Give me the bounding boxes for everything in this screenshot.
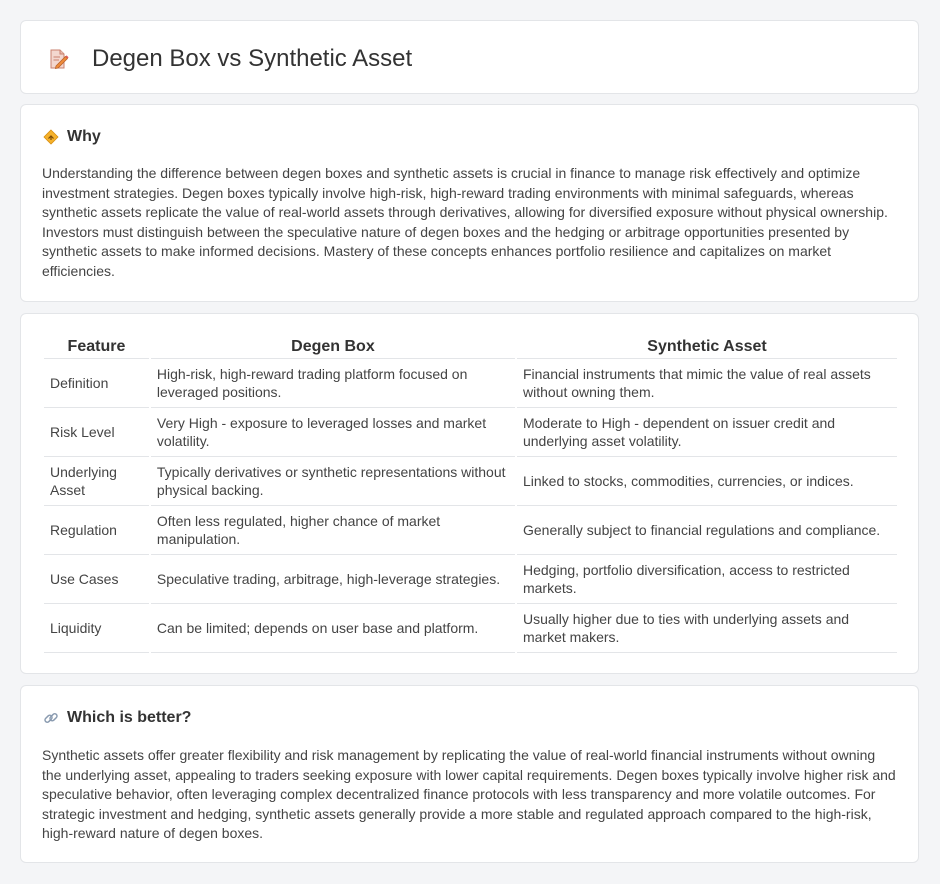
title-card bbox=[20, 20, 919, 94]
why-heading bbox=[43, 126, 101, 148]
header-synthetic-asset: Synthetic Asset bbox=[517, 336, 897, 359]
table-row bbox=[44, 506, 897, 555]
degen-box-cell: Very High - exposure to leveraged losses and market volatility. bbox=[151, 408, 515, 457]
table-row bbox=[44, 457, 897, 506]
synthetic-asset-cell: Moderate to High - dependent on issuer credit and underlying asset volatility. bbox=[517, 408, 897, 457]
document-pen-icon bbox=[47, 48, 69, 70]
degen-box-cell: Can be limited; depends on user base and platform. bbox=[151, 604, 515, 653]
synthetic-asset-cell: Hedging, portfolio diversification, access to restricted markets. bbox=[517, 555, 897, 604]
link-icon bbox=[43, 710, 59, 726]
header-feature: Feature bbox=[44, 336, 149, 359]
comparison-section bbox=[20, 313, 919, 674]
page-title: Degen Box vs Synthetic Asset bbox=[92, 45, 413, 72]
synthetic-asset-cell: Usually higher due to ties with underlying assets and market makers. bbox=[517, 604, 897, 653]
degen-box-cell: Typically derivatives or synthetic representations without physical backing. bbox=[151, 457, 515, 506]
better-paragraph: Synthetic assets offer greater flexibility and risk management by replicating the value of real-world financial instruments without owning the underlying asset, appealing to traders seeking exposure with lower capital requirements. Degen boxes typically involve higher risk and speculative behavior, often leveraging complex decentralized finance protocols with less transparency and more volatile outcomes. For strategic investment and hedging, synthetic assets generally provide a more stable and regulated approach compared to the high-risk, high-reward nature of degen boxes. bbox=[42, 747, 896, 841]
table-header-row bbox=[44, 336, 897, 359]
degen-box-cell: High-risk, high-reward trading platform focused on leveraged positions. bbox=[151, 359, 515, 408]
feature-cell: Liquidity bbox=[44, 604, 149, 653]
why-paragraph: Understanding the difference between degen boxes and synthetic assets is crucial in finance to manage risk effectively and optimize investment strategies. Degen boxes typically involve high-risk, high-reward trading environments with minimal safeguards, whereas synthetic assets replicate the value of real-world assets through derivatives, allowing for diversified exposure without physical ownership. Investors must distinguish between the speculative nature of degen boxes and the hedging or arbitrage opportunities presented by synthetic assets to make informed decisions. Mastery of these concepts enhances portfolio resilience and capitalizes on market efficiencies. bbox=[42, 165, 888, 279]
why-section bbox=[20, 104, 919, 302]
degen-box-cell: Speculative trading, arbitrage, high-leverage strategies. bbox=[151, 555, 515, 604]
table-row bbox=[44, 408, 897, 457]
feature-cell: Regulation bbox=[44, 506, 149, 555]
which-is-better-section bbox=[20, 685, 919, 863]
feature-cell: Definition bbox=[44, 359, 149, 408]
table-row bbox=[44, 555, 897, 604]
degen-box-cell: Often less regulated, higher chance of market manipulation. bbox=[151, 506, 515, 555]
comparison-table bbox=[42, 336, 899, 653]
synthetic-asset-cell: Generally subject to financial regulations and compliance. bbox=[517, 506, 897, 555]
feature-cell: Use Cases bbox=[44, 555, 149, 604]
diamond-sign-icon bbox=[43, 129, 59, 145]
table-row bbox=[44, 604, 897, 653]
header-degen-box: Degen Box bbox=[151, 336, 515, 359]
synthetic-asset-cell: Linked to stocks, commodities, currencies, or indices. bbox=[517, 457, 897, 506]
better-title: Which is better? bbox=[67, 709, 192, 726]
feature-cell: Risk Level bbox=[44, 408, 149, 457]
why-title: Why bbox=[67, 128, 101, 145]
feature-cell: Underlying Asset bbox=[44, 457, 149, 506]
synthetic-asset-cell: Financial instruments that mimic the value of real assets without owning them. bbox=[517, 359, 897, 408]
table-row bbox=[44, 359, 897, 408]
better-heading bbox=[43, 707, 191, 729]
